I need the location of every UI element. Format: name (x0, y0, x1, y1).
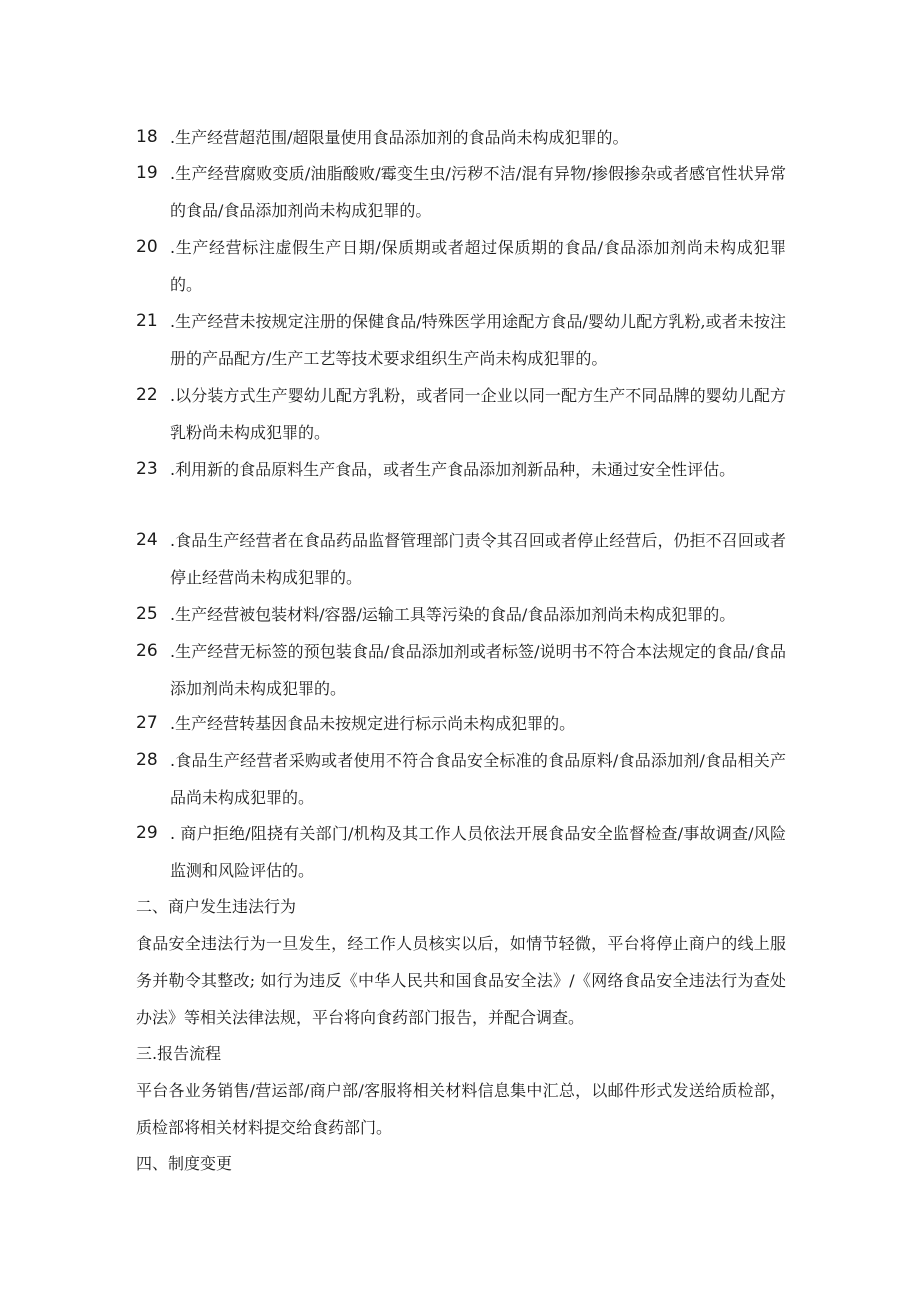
section-heading: 三.报告流程 (136, 1044, 222, 1063)
list-item (136, 742, 786, 816)
list-item (136, 596, 786, 633)
item-number: 23 (136, 459, 158, 479)
list-item (136, 705, 786, 742)
list-item (136, 155, 786, 229)
section-body: 食品安全违法行为一旦发生，经工作人员核实以后，如情节轻微，平台将停止商户的线上服务并勒令其整改; 如行为违反《中华人民共和国食品安全法》/《网络食品安全违法行为查处办法》等相关法律法规，平台将向食药部门报告，并配合调查。 (136, 934, 786, 1027)
item-text: .利用新的食品原料生产食品，或者生产食品添加剂新品种，未通过安全性评估。 (170, 460, 736, 479)
item-text: . 商户拒绝/阻挠有关部门/机构及其工作人员依法开展食品安全监督检查/事故调查/风险监测和风险评估的。 (170, 824, 786, 880)
item-number: 29 (136, 823, 158, 843)
list-item (136, 522, 786, 596)
item-number: 20 (136, 237, 158, 257)
item-number: 21 (136, 311, 158, 331)
item-text: .生产经营被包装材料/容器/运输工具等污染的食品/食品添加剂尚未构成犯罪的。 (170, 605, 736, 624)
list-item (136, 633, 786, 707)
section-heading: 四、制度变更 (136, 1154, 233, 1173)
item-number: 19 (136, 163, 158, 183)
item-text: .食品生产经营者在食品药品监督管理部门责令其召回或者停止经营后，仍拒不召回或者停止经营尚未构成犯罪的。 (170, 531, 786, 587)
item-number: 27 (136, 713, 158, 733)
list-item (136, 303, 786, 377)
list-item (136, 119, 786, 156)
list-item (136, 815, 786, 889)
item-text: .生产经营无标签的预包装食品/食品添加剂或者标签/说明书不符合本法规定的食品/食品添加剂尚未构成犯罪的。 (170, 642, 786, 698)
item-number: 22 (136, 385, 158, 405)
item-text: .食品生产经营者采购或者使用不符合食品安全标准的食品原料/食品添加剂/食品相关产品尚未构成犯罪的。 (170, 751, 786, 807)
item-number: 18 (136, 127, 158, 147)
item-number: 25 (136, 604, 158, 624)
item-text: .以分装方式生产婴幼儿配方乳粉，或者同一企业以同一配方生产不同品牌的婴幼儿配方乳粉尚未构成犯罪的。 (170, 386, 786, 442)
list-item (136, 229, 786, 303)
item-text: .生产经营未按规定注册的保健食品/特殊医学用途配方食品/婴幼儿配方乳粉,或者未按注册的产品配方/生产工艺等技术要求组织生产尚未构成犯罪的。 (170, 312, 786, 368)
item-text: .生产经营标注虚假生产日期/保质期或者超过保质期的食品/食品添加剂尚未构成犯罪的。 (170, 238, 786, 294)
item-number: 26 (136, 641, 158, 661)
item-number: 24 (136, 530, 158, 550)
section-heading: 二、商户发生违法行为 (136, 897, 297, 916)
list-item (136, 377, 786, 451)
item-text: .生产经营超范围/超限量使用食品添加剂的食品尚未构成犯罪的。 (170, 128, 629, 147)
item-number: 28 (136, 750, 158, 770)
item-text: .生产经营转基因食品未按规定进行标示尚未构成犯罪的。 (170, 714, 576, 733)
section-body: 平台各业务销售/营运部/商户部/客服将相关材料信息集中汇总，以邮件形式发送给质检部，质检部将相关材料提交给食药部门。 (136, 1081, 786, 1137)
list-item (136, 451, 786, 488)
item-text: .生产经营腐败变质/油脂酸败/霉变生虫/污秽不洁/混有异物/掺假掺杂或者感官性状异常的食品/食品添加剂尚未构成犯罪的。 (170, 164, 786, 220)
